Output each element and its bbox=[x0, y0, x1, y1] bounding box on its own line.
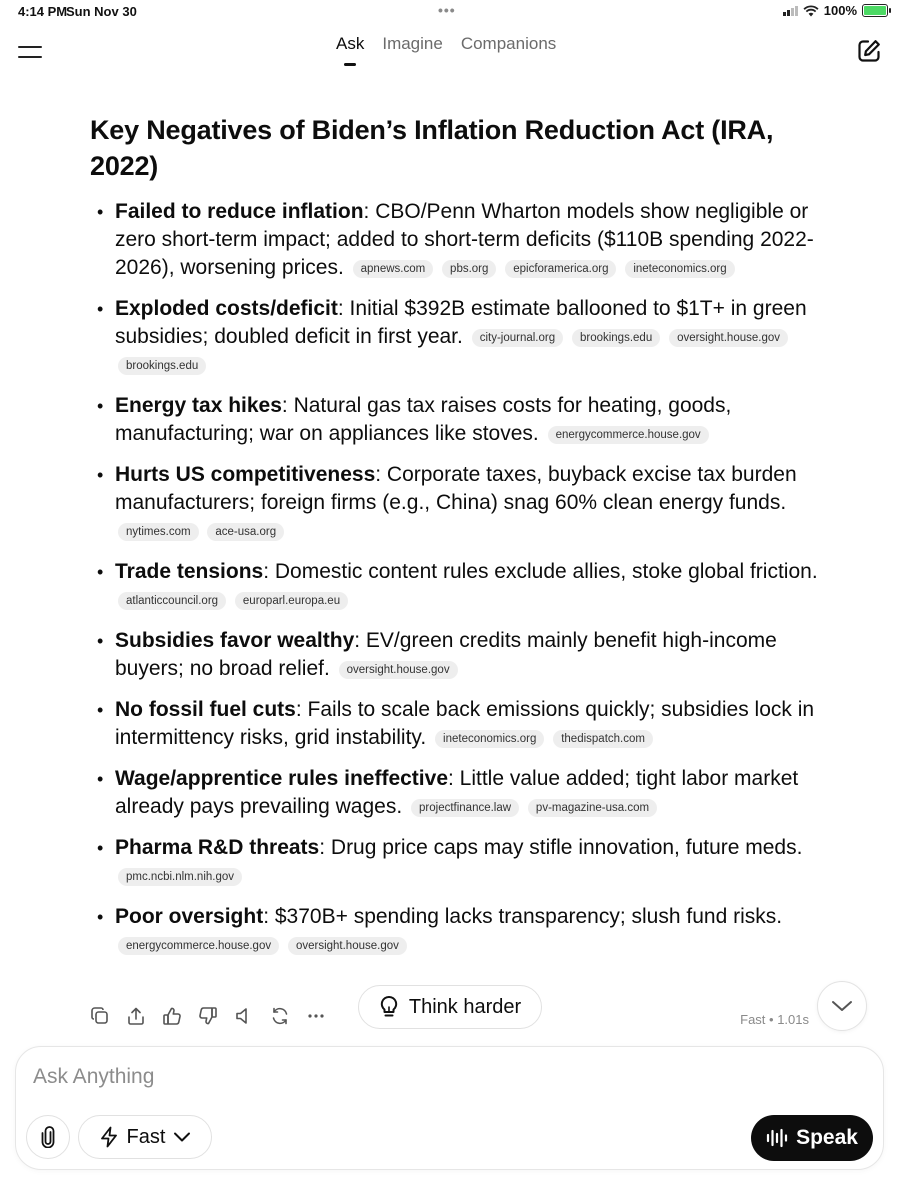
bullet-text: : Natural gas tax raises costs for heating, goods, manufacturing; war on appliances like stoves. bbox=[115, 394, 732, 445]
bullet-text: : CBO/Penn Wharton models show negligible or zero short-term impact; added to short-term deficits ($110B spending 2022-2026), worsening prices. bbox=[115, 200, 814, 279]
source-chip[interactable]: pbs.org bbox=[442, 260, 496, 278]
model-mode-label: Fast bbox=[126, 1125, 166, 1148]
status-date: Sun Nov 30 bbox=[66, 4, 137, 19]
source-chip[interactable]: energycommerce.house.gov bbox=[548, 426, 709, 444]
status-indicators bbox=[783, 3, 888, 18]
bullet-title: Exploded costs/deficit bbox=[115, 297, 338, 320]
source-chip[interactable]: ineteconomics.org bbox=[435, 730, 544, 748]
response-content bbox=[0, 112, 900, 972]
bullet-item bbox=[0, 834, 900, 890]
bullet-text: : Fails to scale back emissions quickly; subsidies lock in intermittency risks, grid instability. bbox=[115, 698, 815, 749]
status-bar bbox=[0, 0, 900, 24]
source-chip[interactable]: city-journal.org bbox=[472, 329, 563, 347]
battery-icon bbox=[862, 4, 888, 17]
bullet-marker: • bbox=[97, 631, 104, 651]
response-actions bbox=[90, 1006, 326, 1026]
menu-icon[interactable] bbox=[18, 44, 42, 60]
read-aloud-icon[interactable] bbox=[234, 1006, 254, 1026]
bullet-marker: • bbox=[97, 465, 104, 485]
thumbs-up-icon[interactable] bbox=[162, 1006, 182, 1026]
model-mode-select[interactable] bbox=[78, 1115, 212, 1159]
source-chip[interactable]: pv-magazine-usa.com bbox=[528, 799, 657, 817]
more-options-icon[interactable] bbox=[306, 1006, 326, 1026]
bullet-marker: • bbox=[97, 907, 104, 927]
attach-button[interactable] bbox=[26, 1115, 70, 1159]
bullet-marker: • bbox=[97, 838, 104, 858]
bullet-title: Energy tax hikes bbox=[115, 394, 282, 417]
bullet-title: Failed to reduce inflation bbox=[115, 200, 364, 223]
bullet-text: : Little value added; tight labor market already pays prevailing wages. bbox=[115, 767, 799, 818]
bullet-item bbox=[0, 696, 900, 752]
new-chat-icon[interactable] bbox=[856, 38, 882, 64]
source-chip[interactable]: thedispatch.com bbox=[553, 730, 653, 748]
source-chip[interactable]: epicforamerica.org bbox=[505, 260, 616, 278]
lightning-icon bbox=[99, 1126, 119, 1148]
bullet-text: : EV/green credits mainly benefit high-income buyers; no broad relief. bbox=[115, 629, 777, 680]
source-chip[interactable]: apnews.com bbox=[353, 260, 434, 278]
scroll-down-button[interactable] bbox=[817, 981, 867, 1031]
source-chip[interactable]: projectfinance.law bbox=[411, 799, 519, 817]
tab-companions[interactable]: Companions bbox=[460, 34, 557, 53]
bullet-marker: • bbox=[97, 202, 104, 222]
bullet-text: : Drug price caps may stifle innovation, future meds. bbox=[319, 836, 803, 859]
bullet-list bbox=[0, 198, 900, 959]
thumbs-down-icon[interactable] bbox=[198, 1006, 218, 1026]
bullet-item bbox=[0, 765, 900, 821]
bullet-title: Trade tensions bbox=[115, 560, 264, 583]
source-chip[interactable]: oversight.house.gov bbox=[288, 937, 407, 955]
chevron-down-icon bbox=[831, 999, 853, 1013]
source-chip[interactable]: energycommerce.house.gov bbox=[118, 937, 279, 955]
bullet-item bbox=[0, 461, 900, 545]
source-chip[interactable]: atlanticcouncil.org bbox=[118, 592, 226, 610]
bullet-title: Poor oversight bbox=[115, 905, 264, 928]
multitasking-dots-icon[interactable]: ••• bbox=[438, 2, 456, 18]
bullet-title: Wage/apprentice rules ineffective bbox=[115, 767, 448, 790]
status-time: 4:14 PM bbox=[18, 4, 68, 19]
source-chip[interactable]: oversight.house.gov bbox=[669, 329, 788, 347]
bullet-marker: • bbox=[97, 700, 104, 720]
chevron-down-icon bbox=[173, 1131, 191, 1143]
waveform-icon bbox=[766, 1128, 788, 1148]
bullet-marker: • bbox=[97, 299, 104, 319]
mode-tabs bbox=[336, 34, 556, 54]
bullet-item bbox=[0, 295, 900, 379]
source-chip[interactable]: brookings.edu bbox=[118, 357, 206, 375]
bullet-text: : Domestic content rules exclude allies, stoke global friction. bbox=[263, 560, 818, 583]
think-harder-label: Think harder bbox=[408, 995, 522, 1018]
bullet-marker: • bbox=[97, 396, 104, 416]
ask-input[interactable] bbox=[33, 1065, 733, 1089]
battery-percent: 100% bbox=[823, 3, 857, 18]
bullet-title: Pharma R&D threats bbox=[115, 836, 320, 859]
source-chip[interactable]: pmc.ncbi.nlm.nih.gov bbox=[118, 868, 242, 886]
bullet-title: Subsidies favor wealthy bbox=[115, 629, 355, 652]
regenerate-icon[interactable] bbox=[270, 1006, 290, 1026]
battery-level bbox=[864, 6, 886, 15]
bullet-text: : Corporate taxes, buyback excise tax burden manufacturers; foreign firms (e.g., China) snag 60% clean energy funds. bbox=[115, 463, 797, 514]
composer bbox=[15, 1046, 884, 1170]
source-chip[interactable]: oversight.house.gov bbox=[339, 661, 458, 679]
top-nav bbox=[0, 28, 900, 78]
bullet-marker: • bbox=[97, 769, 104, 789]
bullet-marker: • bbox=[97, 562, 104, 582]
bullet-title: No fossil fuel cuts bbox=[115, 698, 296, 721]
bullet-text: : Initial $392B estimate ballooned to $1T+ in green subsidies; doubled deficit in first year. bbox=[115, 297, 807, 348]
bullet-item bbox=[0, 392, 900, 448]
response-heading: Key Negatives of Biden’s Inflation Reduction Act (IRA, 2022) bbox=[90, 115, 774, 181]
bullet-item bbox=[0, 903, 900, 959]
source-chip[interactable]: ace-usa.org bbox=[207, 523, 284, 541]
tab-imagine[interactable]: Imagine bbox=[382, 34, 443, 53]
bullet-item bbox=[0, 198, 900, 282]
signal-icon bbox=[783, 6, 798, 16]
bullet-title: Hurts US competitiveness bbox=[115, 463, 376, 486]
source-chip[interactable]: europarl.europa.eu bbox=[235, 592, 348, 610]
paperclip-icon bbox=[40, 1126, 56, 1148]
share-icon[interactable] bbox=[126, 1006, 146, 1026]
speak-button[interactable] bbox=[751, 1115, 873, 1161]
wifi-icon bbox=[803, 5, 819, 17]
bullet-item bbox=[0, 627, 900, 683]
speak-label: Speak bbox=[796, 1126, 858, 1149]
think-harder-button[interactable] bbox=[358, 985, 542, 1029]
tab-ask[interactable]: Ask bbox=[336, 34, 365, 53]
bullet-item bbox=[0, 558, 900, 614]
source-chip[interactable]: ineteconomics.org bbox=[625, 260, 734, 278]
response-meta: Fast • 1.01s bbox=[740, 1012, 809, 1027]
bullet-text: : $370B+ spending lacks transparency; slush fund risks. bbox=[263, 905, 783, 928]
lightbulb-icon bbox=[379, 995, 399, 1019]
source-chip[interactable]: nytimes.com bbox=[118, 523, 199, 541]
copy-icon[interactable] bbox=[90, 1006, 110, 1026]
source-chip[interactable]: brookings.edu bbox=[572, 329, 660, 347]
